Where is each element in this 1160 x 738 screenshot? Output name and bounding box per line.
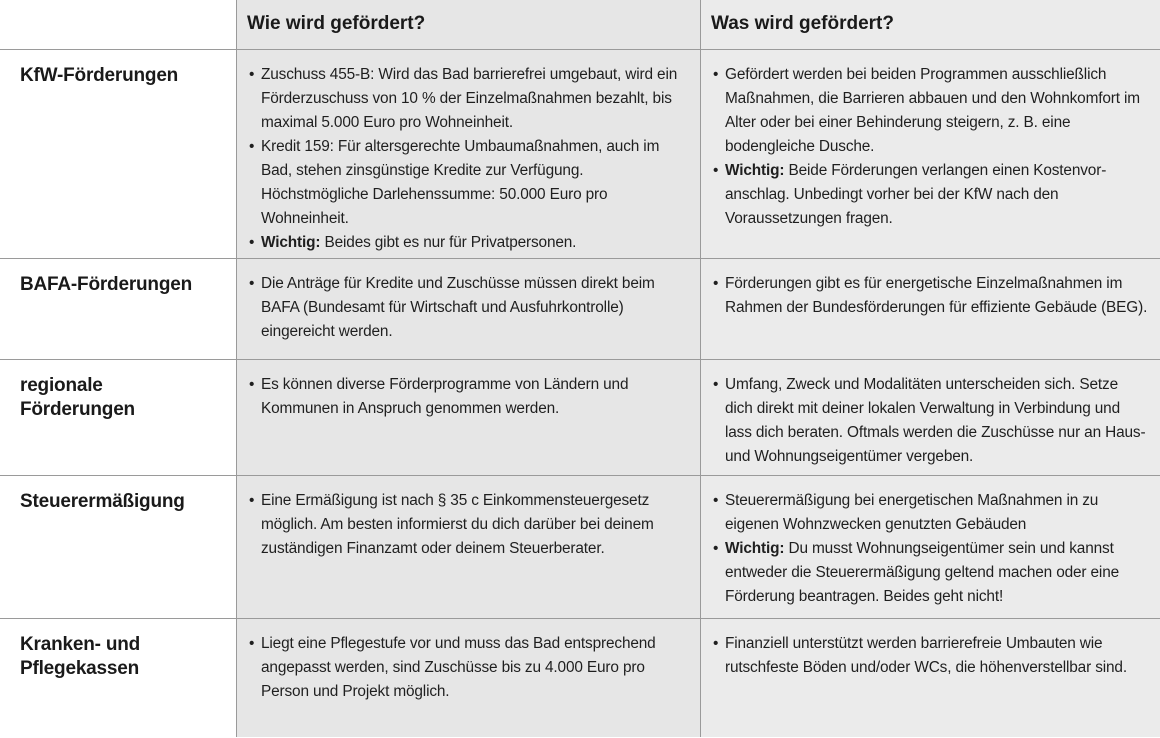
list-item: • Liegt eine Pflegestufe vor und muss das Bad entsprechend angepasst werden, sind Zuschüsse bis zu 4.000 Euro pro Person und Projekt möglich. [249,632,688,704]
bullet-list [249,373,688,421]
bullet-list [713,272,1148,320]
row-bafa-what [700,259,1160,360]
row-steuer-what [700,476,1160,619]
bullet-list [249,632,688,704]
header-how: Wie wird gefördert? [236,0,700,50]
bullet-list [713,489,1148,609]
row-label: KfW-Förderungen [20,65,179,86]
list-item: • Eine Ermäßigung ist nach § 35 c Einkommensteuergesetz möglich. Am besten informierst du dich darüber bei deinem zuständigen Finanzamt oder deinem Steuerberater. [249,489,688,561]
row-label-bafa [0,259,236,360]
row-label: Kranken- und Pflegekassen [20,634,141,679]
row-bafa-how [236,259,700,360]
header-empty-cell [0,0,236,50]
row-kfw-how [236,50,700,259]
row-steuer-how [236,476,700,619]
row-label-steuer [0,476,236,619]
row-kfw-what [700,50,1160,259]
list-item: • Kredit 159: Für altersgerechte Umbaumaßnahmen, auch im Bad, stehen zinsgünstige Kredite zur Verfügung. Höchstmögliche Darlehenssumme: 50.000 Euro pro Wohneinheit. [249,135,688,231]
row-label: BAFA-Förderungen [20,274,193,295]
bullet-list [713,632,1148,680]
bullet-list [249,272,688,344]
list-item: • Wichtig: Beide Förderungen verlangen einen Kostenvoranschlag. Unbedingt vorher bei der KfW nach den Voraussetzungen fragen. [713,159,1148,231]
list-item: • Steuerermäßigung bei energetischen Maßnahmen in zu eigenen Wohnzwecken genutzten Gebäuden [713,489,1148,537]
list-item: • Umfang, Zweck und Modalitäten unterscheiden sich. Setze dich direkt mit deiner lokalen Verwaltung in Verbindung und lass dich beraten. Oftmals werden die Zuschüsse nur an Haus- und Wohnungseigentümer vergeben. [713,373,1148,469]
row-label: regionale Förderungen [20,375,135,420]
list-item: • Die Anträge für Kredite und Zuschüsse müssen direkt beim BAFA (Bundesamt für Wirtschaft und Ausfuhrkontrolle) eingereicht werden. [249,272,688,344]
list-item: • Finanziell unterstützt werden barrierefreie Umbauten wie rutschfeste Böden und/oder WCs, die höhenverstellbar sind. [713,632,1148,680]
bullet-list [713,373,1148,469]
row-kassen-how [236,619,700,737]
row-kassen-what [700,619,1160,737]
row-regional-what [700,360,1160,476]
row-label: Steuerermäßigung [20,491,185,512]
header-what: Was wird gefördert? [700,0,1160,50]
list-item: • Gefördert werden bei beiden Programmen ausschließlich Maßnahmen, die Barrieren abbauen und den Wohnkomfort im Alter oder bei einer Behinderung steigern, z. B. eine bodengleiche Dusche. [713,63,1148,159]
bullet-list [249,489,688,561]
bullet-list [249,63,688,255]
bullet-list [713,63,1148,231]
row-label-regional [0,360,236,476]
list-item: • Wichtig: Beides gibt es nur für Privatpersonen. [249,231,688,255]
list-item: • Wichtig: Du musst Wohnungseigentümer sein und kannst entweder die Steuerermäßigung geltend machen oder eine Förderung beantragen. Beides geht nicht! [713,537,1148,609]
list-item: • Förderungen gibt es für energetische Einzelmaßnahmen im Rahmen der Bundesförderungen für effiziente Gebäude (BEG). [713,272,1148,320]
row-label-kassen [0,619,236,737]
list-item: • Es können diverse Förderprogramme von Ländern und Kommunen in Anspruch genommen werden. [249,373,688,421]
list-item: • Zuschuss 455-B: Wird das Bad barrierefrei umgebaut, wird ein Förderzuschuss von 10 % der Einzelmaßnahmen bezahlt, bis maximal 5.000 Euro pro Wohneinheit. [249,63,688,135]
row-label-kfw [0,50,236,259]
row-regional-how [236,360,700,476]
